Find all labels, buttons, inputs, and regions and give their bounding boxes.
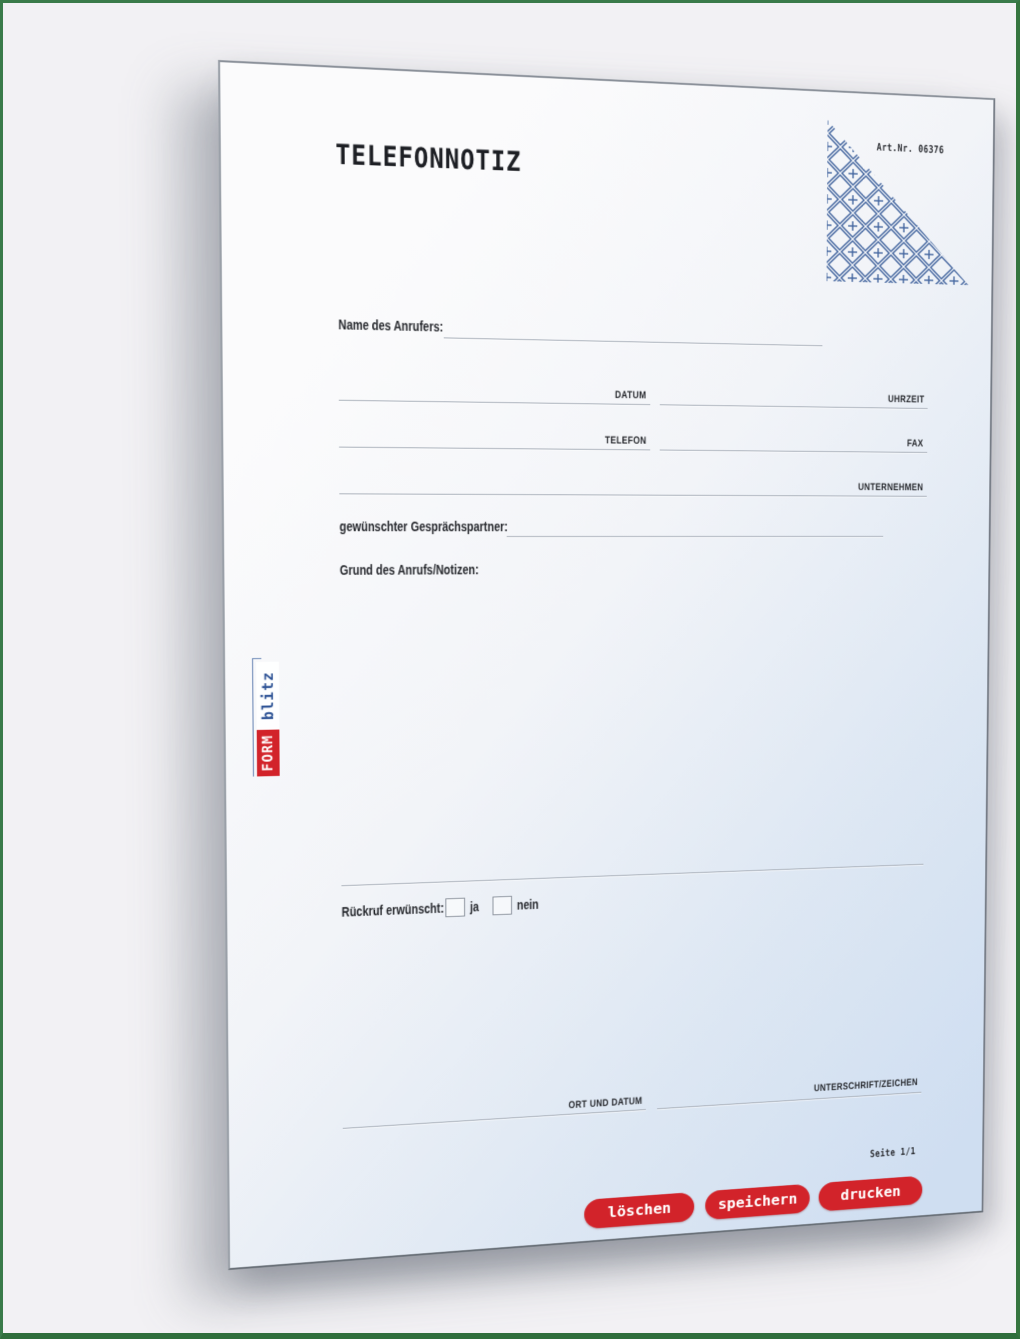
company-label: UNTERNEHMEN bbox=[858, 481, 924, 494]
callback-yes-label: ja bbox=[469, 898, 479, 915]
signature-input-line[interactable] bbox=[657, 1092, 921, 1109]
reason-label: Grund des Anrufs/Notizen: bbox=[339, 561, 479, 578]
date-label: DATUM bbox=[615, 389, 647, 402]
callback-label: Rückruf erwünscht: bbox=[341, 900, 444, 920]
formblitz-logo-blitz: blitz bbox=[256, 662, 279, 730]
phone-input-line[interactable] bbox=[339, 447, 650, 451]
place-date-label: ORT UND DATUM bbox=[568, 1095, 643, 1112]
date-input-line[interactable] bbox=[339, 400, 650, 405]
company-input-line[interactable] bbox=[339, 493, 927, 496]
print-button[interactable]: drucken bbox=[819, 1176, 923, 1212]
delete-button[interactable]: löschen bbox=[584, 1192, 694, 1229]
logo-rule-tick bbox=[252, 658, 261, 659]
save-button[interactable]: speichern bbox=[705, 1184, 810, 1220]
time-label: UHRZEIT bbox=[887, 393, 925, 406]
page-title: TELEFONNOTIZ bbox=[335, 138, 522, 178]
diamond-pattern-decoration bbox=[827, 120, 970, 285]
formblitz-logo-form: FORM bbox=[257, 730, 280, 777]
place-date-input-line[interactable] bbox=[343, 1109, 646, 1129]
article-number: Art.Nr. 06376 bbox=[877, 141, 945, 157]
phone-label: TELEFON bbox=[604, 434, 647, 447]
logo-rule-line bbox=[252, 658, 254, 776]
fax-input-line[interactable] bbox=[660, 450, 928, 453]
fax-label: FAX bbox=[907, 438, 924, 450]
time-input-line[interactable] bbox=[660, 404, 928, 409]
caller-name-label: Name des Anrufers: bbox=[338, 316, 444, 335]
callback-no-label: nein bbox=[516, 896, 539, 913]
caller-name-input-line[interactable] bbox=[444, 337, 823, 346]
callback-yes-checkbox[interactable] bbox=[445, 898, 465, 918]
callback-no-checkbox[interactable] bbox=[493, 896, 513, 916]
contact-person-label: gewünschter Gesprächspartner: bbox=[339, 518, 508, 535]
contact-person-input-line[interactable] bbox=[507, 536, 884, 537]
telefonnotiz-page bbox=[218, 60, 995, 1270]
notes-area[interactable] bbox=[340, 579, 926, 886]
page-indicator: Seite 1/1 bbox=[869, 1145, 916, 1160]
signature-label: UNTERSCHRIFT/ZEICHEN bbox=[814, 1076, 918, 1095]
